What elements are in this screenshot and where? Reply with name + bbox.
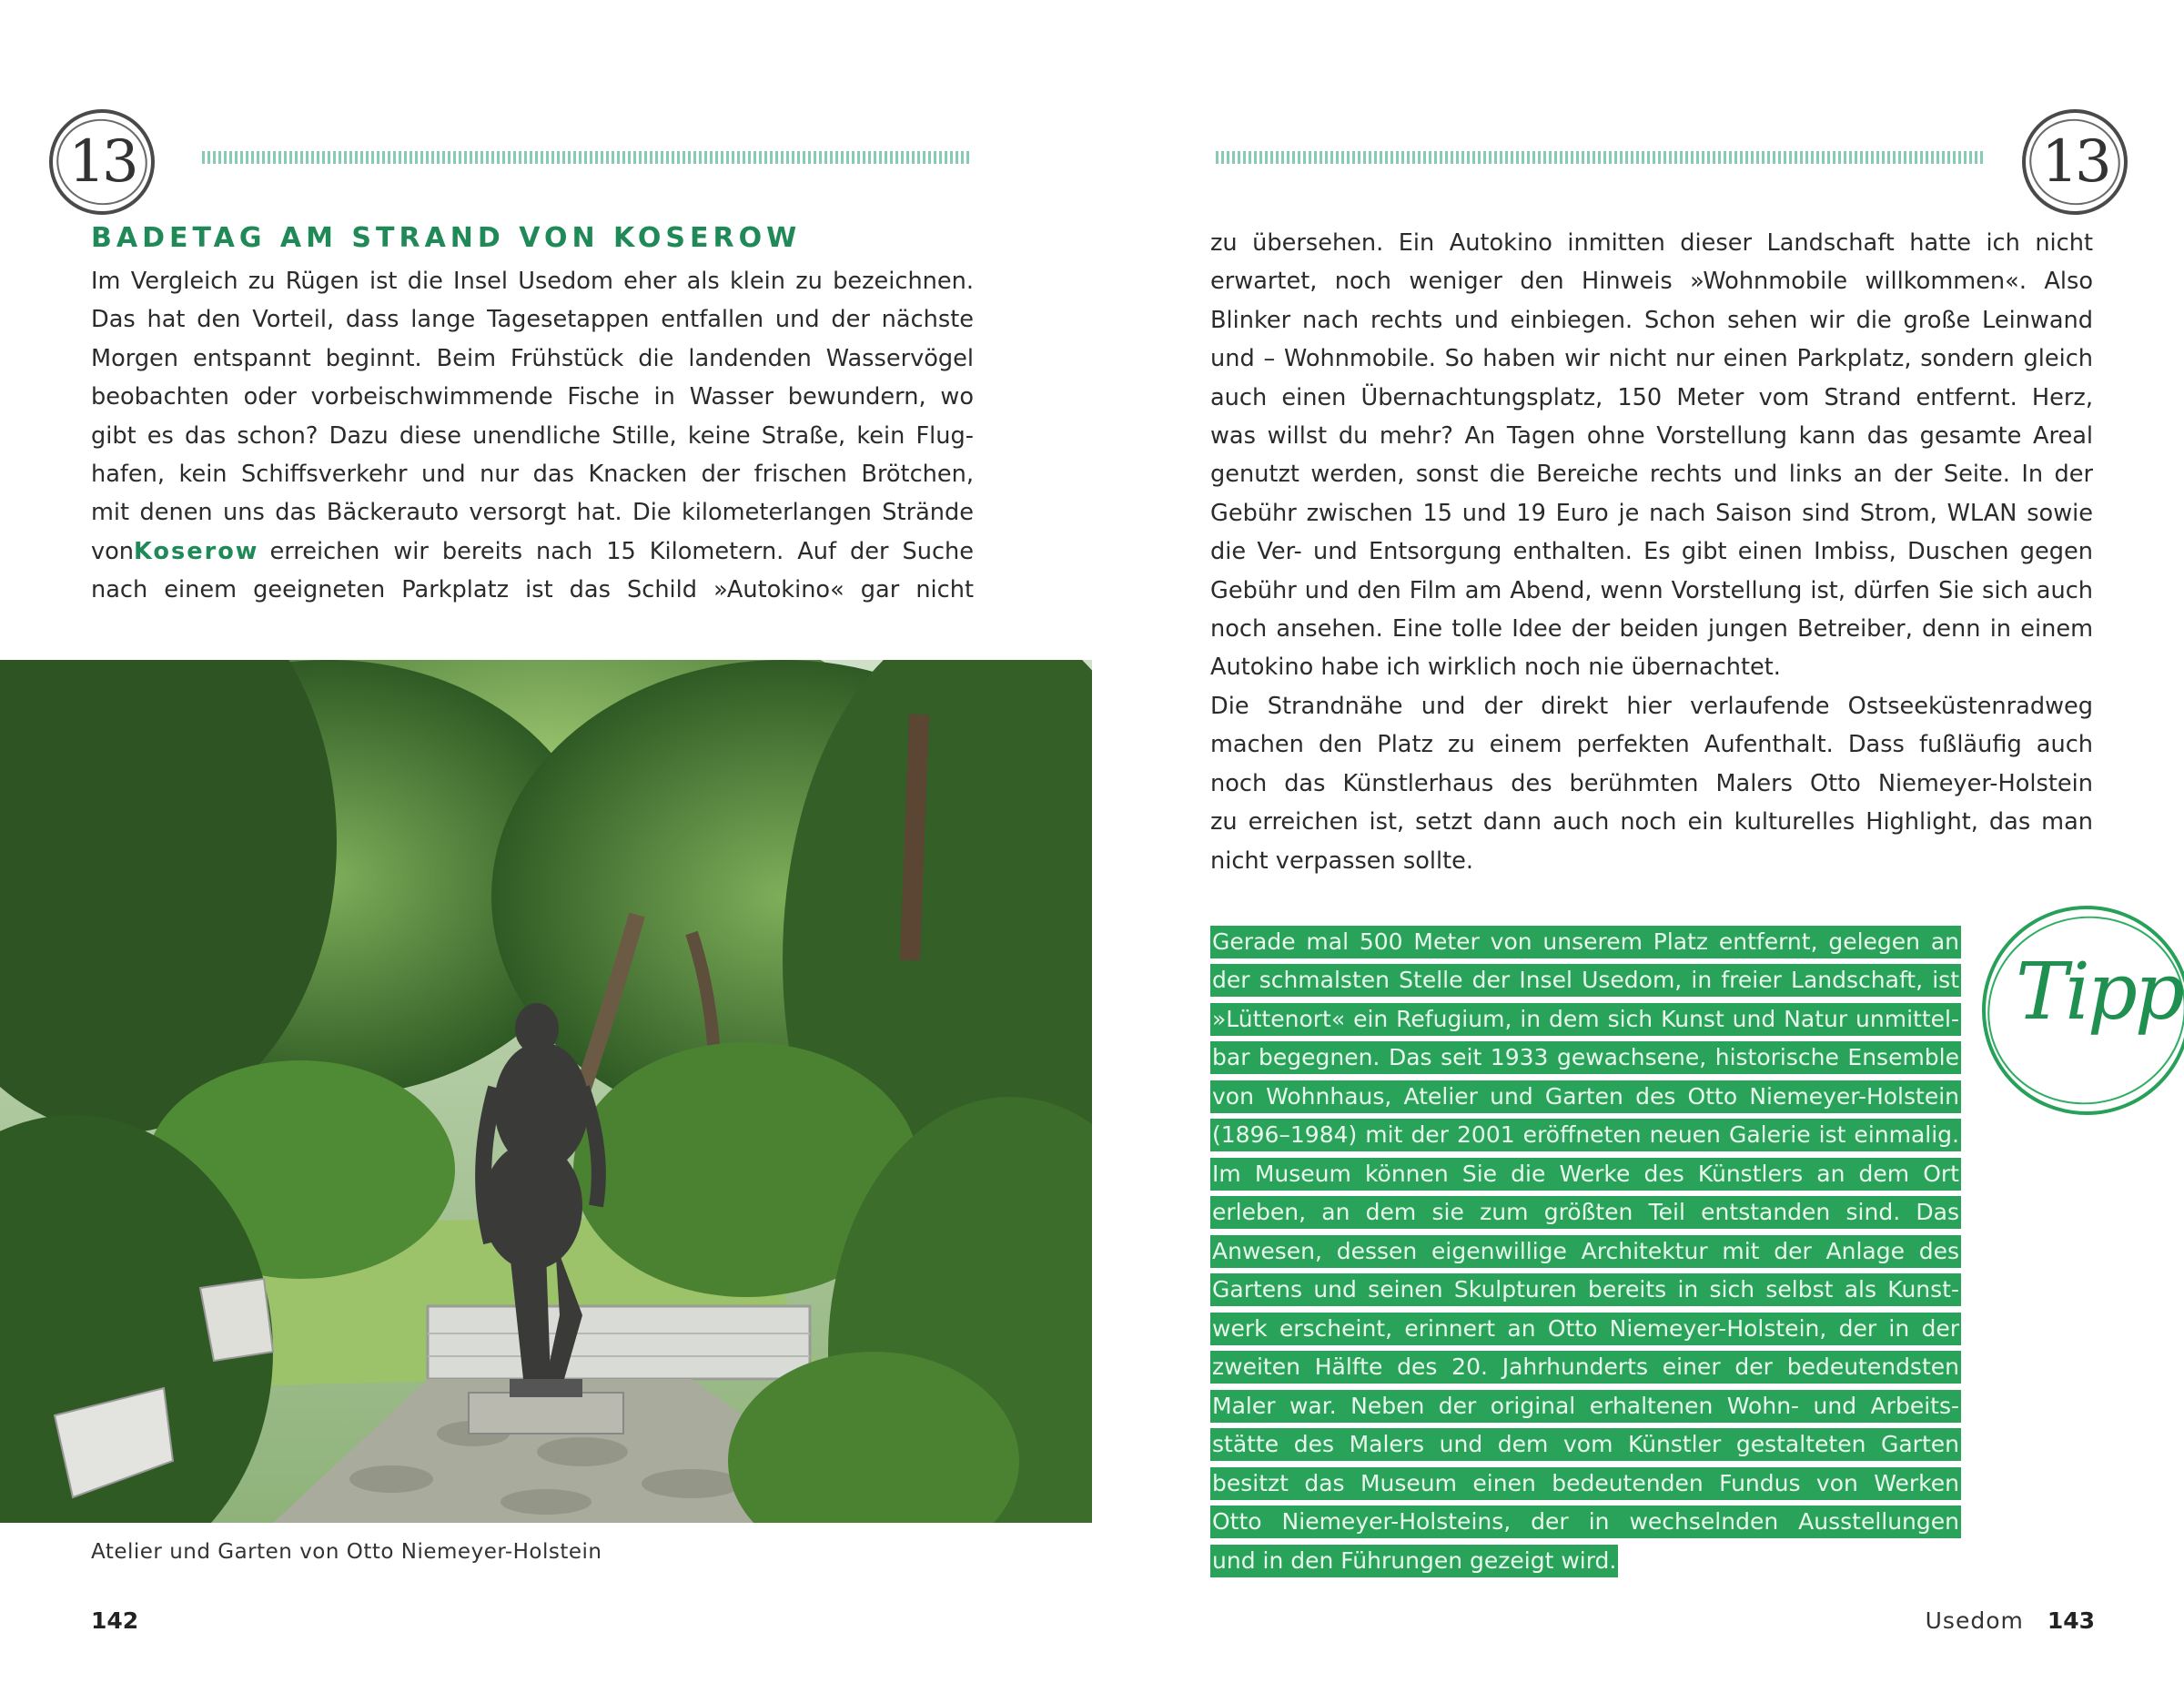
chapter-number-badge-right: 13 (2022, 109, 2128, 215)
text-line: Gebühr und den Film am Abend, wenn Vorstellung ist, dürfen Sie sich auch (1210, 576, 2093, 604)
text-fragment: von (91, 537, 135, 565)
text-line: zu erreichen ist, setzt dann auch noch ein kulturelles Highlight, das man (1210, 808, 2093, 836)
text-line: Blinker nach rechts und einbiegen. Schon sehen wir die große Leinwand (1210, 306, 2093, 334)
page-number-left: 142 (91, 1607, 139, 1634)
highlighted-line: (1896–1984) mit der 2001 eröffneten neuen Galerie ist einmalig. (1210, 1119, 1961, 1151)
highlighted-line: Otto Niemeyer-Holsteins, der in wechselnden Ausstellungen (1210, 1506, 1961, 1538)
page-number-right: 143 (2047, 1607, 2095, 1634)
decorative-stripe-left (202, 151, 972, 164)
highlighted-line: erleben, an dem sie zum größten Teil entstanden sind. Das (1210, 1196, 1961, 1229)
text-fragment: erreichen wir bereits nach 15 Kilometern. Auf der Suche (269, 537, 974, 565)
left-body-text (91, 262, 974, 610)
highlighted-line: und in den Führungen gezeigt wird. (1210, 1545, 1618, 1577)
highlighted-line: Gerade mal 500 Meter von unserem Platz entfernt, gelegen an (1210, 926, 1961, 958)
text-line: gibt es das schon? Dazu diese unendliche Stille, keine Straße, kein Flug- (91, 421, 974, 450)
text-line: zu übersehen. Ein Autokino inmitten dieser Landschaft hatte ich nicht (1210, 229, 2093, 257)
photo-illustration (0, 660, 1092, 1523)
tipp-label: Tipp (2016, 947, 2182, 1038)
text-line: hafen, kein Schiffsverkehr und nur das Knacken der frischen Brötchen, (91, 461, 974, 489)
tipp-box-text (1210, 919, 1961, 1580)
text-line: Morgen entspannt beginnt. Beim Frühstück die landenden Wasservögel (91, 344, 974, 372)
chapter-number-badge-left: 13 (49, 109, 155, 215)
text-line: Das hat den Vorteil, dass lange Tagesetappen entfallen und der nächste (91, 306, 974, 334)
text-line (91, 532, 974, 571)
text-line: noch ansehen. Eine tolle Idee der beiden jungen Betreiber, denn in einem (1210, 615, 2093, 644)
highlighted-line: werk erscheint, erinnert an Otto Niemeyer-Holstein, der in der (1210, 1313, 1961, 1345)
highlighted-line: bar begegnen. Das seit 1933 gewachsene, historische Ensemble (1210, 1041, 1961, 1074)
text-line: was willst du mehr? An Tagen ohne Vorstellung kann das gesamte Areal (1210, 422, 2093, 451)
highlighted-line: »Lüttenort« ein Refugium, in dem sich Kunst und Natur unmittel- (1210, 1003, 1961, 1036)
text-line: nach einem geeigneten Parkplatz ist das Schild »Autokino« gar nicht (91, 576, 974, 604)
text-line: machen den Platz zu einem perfekten Aufenthalt. Dass fußläufig auch (1210, 731, 2093, 759)
garden-sculpture-photo (0, 660, 1092, 1523)
text-line: nicht verpassen sollte. (1210, 847, 1474, 875)
text-line: Die Strandnähe und der direkt hier verlaufende Ostseeküstenradweg (1210, 692, 2093, 720)
text-line: Im Vergleich zu Rügen ist die Insel Usedom eher als klein zu bezeichnen. (91, 268, 974, 295)
highlighted-line: von Wohnhaus, Atelier und Garten des Otto Niemeyer-Holstein (1210, 1080, 1961, 1113)
text-line: erwartet, noch weniger den Hinweis »Wohnmobile willkommen«. Also (1210, 268, 2093, 296)
highlighted-line: Anwesen, dessen eigenwillige Architektur mit der Anlage des (1210, 1235, 1961, 1268)
highlighted-line: zweiten Hälfte des 20. Jahrhunderts einer der bedeutendsten (1210, 1351, 1961, 1384)
highlighted-line: Im Museum können Sie die Werke des Künstlers an dem Ort (1210, 1158, 1961, 1191)
koserow-link[interactable]: Koserow (134, 537, 259, 565)
text-line: Gebühr zwischen 15 und 19 Euro je nach Saison sind Strom, WLAN sowie (1210, 499, 2093, 527)
decorative-stripe-right (1216, 151, 1986, 164)
section-name: Usedom (1925, 1607, 2024, 1634)
text-line: und – Wohnmobile. So haben wir nicht nur einen Parkplatz, sondern gleich (1210, 345, 2093, 373)
page-footer-right (1926, 1607, 2095, 1634)
chapter-heading: BADETAG AM STRAND VON KOSEROW (91, 222, 802, 254)
highlighted-line: Gartens und seinen Skulpturen bereits in sich selbst als Kunst- (1210, 1273, 1961, 1306)
text-line: genutzt werden, sonst die Bereiche rechts und links an der Seite. In der (1210, 461, 2093, 489)
highlighted-line: stätte des Malers und dem vom Künstler gestalteten Garten (1210, 1428, 1961, 1461)
text-line: die Ver- und Entsorgung enthalten. Es gibt einen Imbiss, Duschen gegen (1210, 538, 2093, 566)
highlighted-line: besitzt das Museum einen bedeutenden Fundus von Werken (1210, 1467, 1961, 1500)
highlighted-line: Maler war. Neben der original erhaltenen Wohn- und Arbeits- (1210, 1390, 1961, 1423)
text-line: auch einen Übernachtungsplatz, 150 Meter vom Strand entfernt. Herz, (1210, 383, 2093, 411)
right-body-text (1210, 224, 2093, 880)
text-line: beobachten oder vorbeischwimmende Fische in Wasser bewundern, wo (91, 383, 974, 411)
highlighted-line: der schmalsten Stelle der Insel Usedom, in freier Landschaft, ist (1210, 964, 1961, 997)
text-line: noch das Künstlerhaus des berühmten Malers Otto Niemeyer-Holstein (1210, 769, 2093, 797)
text-line: mit denen uns das Bäckerauto versorgt hat. Die kilometerlangen Strände (91, 499, 974, 527)
text-line: Autokino habe ich wirklich noch nie übernachtet. (1210, 654, 1781, 682)
photo-caption: Atelier und Garten von Otto Niemeyer-Holstein (91, 1540, 602, 1564)
